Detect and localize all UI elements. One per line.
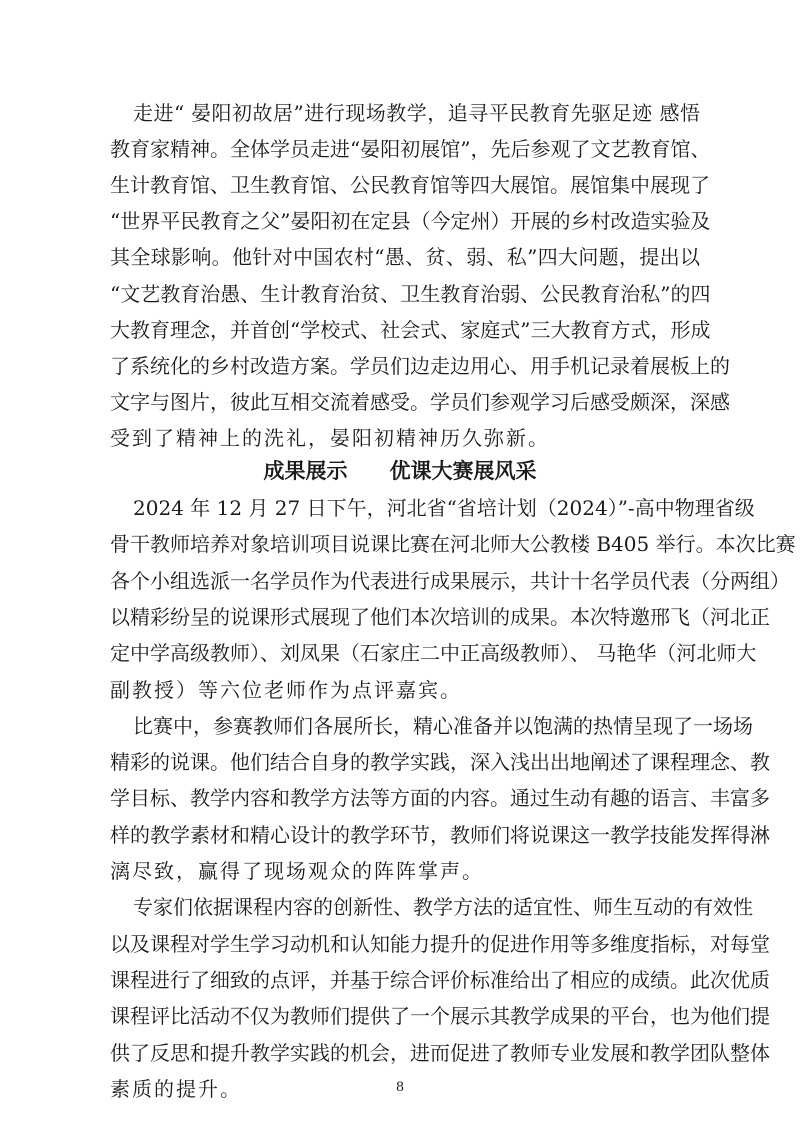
paragraph-line: 样的教学素材和精心设计的教学环节，教师们将说课这一教学技能发挥得淋: [110, 822, 770, 847]
paragraph-line: 课程进行了细致的点评，并基于综合评价标准给出了相应的成绩。此次优质: [110, 967, 770, 992]
paragraph-line: 2024 年 12 月 27 日下午，河北省“省培计划（2024）”-高中物理省级: [133, 496, 755, 520]
paragraph-line: 骨干教师培养对象培训项目说课比赛在河北师大公教楼 B405 举行。本次比赛: [110, 532, 796, 557]
paragraph-line: 精彩的说课。他们结合自身的教学实践，深入浅出出地阐述了课程理念、教: [110, 750, 770, 775]
page-number: 8: [395, 1080, 405, 1095]
paragraph-line: “世界平民教育之父”晏阳初在定县（今定州）开展的乡村改造实验及: [110, 209, 711, 234]
paragraph-line: 文字与图片，彼此互相交流着感受。学员们参观学习后感受颇深，深感: [110, 389, 730, 414]
paragraph-line: 漓尽致，赢得了现场观众的阵阵掌声。: [110, 859, 484, 883]
paragraph-line: 以精彩纷呈的说课形式展现了他们本次培训的成果。本次特邀邢飞（河北正: [110, 604, 770, 629]
paragraph-line: 定中学高级教师）、刘凤果（石家庄二中正高级教师）、 马艳华（河北师大: [110, 641, 757, 666]
paragraph-line: 了系统化的乡村改造方案。学员们边走边用心、用手机记录着展板上的: [110, 353, 730, 378]
paragraph-line: 其全球影响。他针对中国农村“愚、贫、弱、私”四大问题，提出以: [110, 245, 700, 270]
paragraph-line: 教育家精神。全体学员走进“晏阳初展馆”，先后参观了文艺教育馆、: [110, 137, 711, 162]
paragraph-line: 大教育理念，并首创“学校式、社会式、家庭式”三大教育方式，形成: [110, 317, 711, 342]
paragraph-line: 专家们依据课程内容的创新性、教学方法的适宜性、师生互动的有效性: [133, 895, 753, 920]
paragraph-line: 课程评比活动不仅为教师们提供了一个展示其教学成果的平台，也为他们提: [110, 1004, 770, 1029]
section-heading: 成果展示 优课大赛展风采: [263, 459, 537, 483]
paragraph-line: 素质的提升。: [110, 1076, 242, 1101]
paragraph-line: 比赛中，参赛教师们各展所长，精心准备并以饱满的热情呈现了一场场: [133, 713, 753, 738]
paragraph-line: 副教授）等六位老师作为点评嘉宾。: [110, 677, 462, 702]
paragraph-line: 各个小组选派一名学员作为代表进行成果展示，共计十名学员代表（分两组）: [110, 568, 790, 593]
paragraph-line: 走进“ 晏阳初故居”进行现场教学，追寻平民教育先驱足迹 感悟: [133, 101, 700, 125]
paragraph-line: “文艺教育治愚、生计教育治贫、卫生教育治弱、公民教育治私”的四: [110, 281, 711, 306]
paragraph-line: 受到了精神上的洗礼，晏阳初精神历久弥新。: [110, 425, 550, 450]
paragraph-line: 以及课程对学生学习动机和认知能力提升的促进作用等多维度指标，对每堂: [110, 931, 770, 956]
paragraph-line: 供了反思和提升教学实践的机会，进而促进了教师专业发展和教学团队整体: [110, 1040, 770, 1065]
paragraph-line: 生计教育馆、卫生教育馆、公民教育馆等四大展馆。展馆集中展现了: [110, 173, 710, 198]
paragraph-line: 学目标、教学内容和教学方法等方面的内容。通过生动有趣的语言、丰富多: [110, 786, 770, 811]
